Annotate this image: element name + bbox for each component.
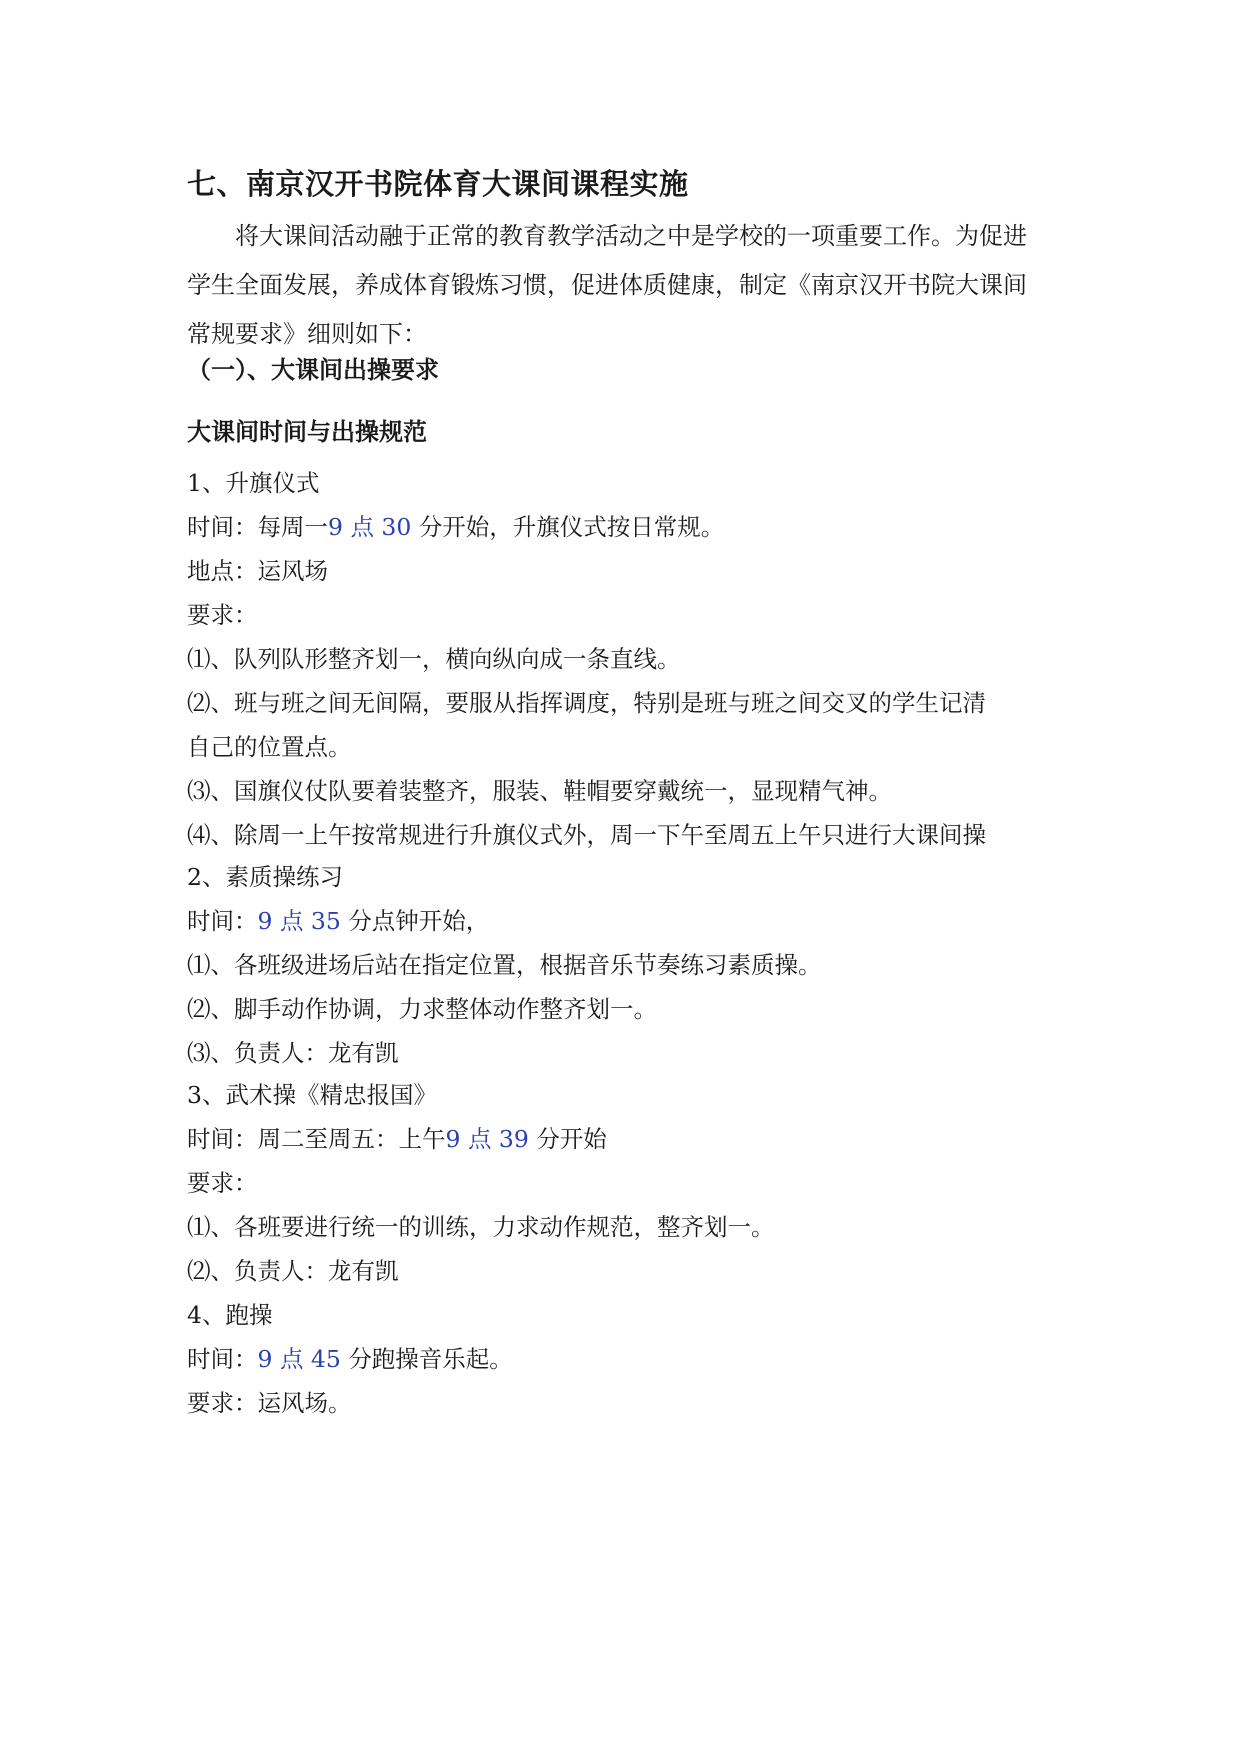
time-minute: 30 xyxy=(381,513,412,541)
time-label: 时间： xyxy=(187,907,258,935)
quality-time xyxy=(187,902,489,936)
run-time xyxy=(187,1340,513,1374)
time-suffix: 分跑操音乐起。 xyxy=(348,1345,513,1373)
time-dian: 点 xyxy=(467,1125,492,1153)
time-suffix: 分点钟开始， xyxy=(348,907,490,935)
time-suffix: 分开始，升旗仪式按日常规。 xyxy=(418,513,725,541)
list-item: ⑵、负责人：龙有凯 xyxy=(187,1257,399,1285)
list-item: ⑵、脚手动作协调，力求整体动作整齐划一。 xyxy=(187,995,657,1023)
wushu-requirements-label: 要求： xyxy=(187,1169,258,1197)
page-title: 七、南京汉开书院体育大课间课程实施 xyxy=(187,167,689,201)
list-item: ⑶、负责人：龙有凯 xyxy=(187,1039,399,1067)
time-minute: 45 xyxy=(310,1345,341,1373)
flag-place: 地点：运风场 xyxy=(187,557,328,585)
time-dian: 点 xyxy=(279,907,304,935)
list-item: ⑴、各班要进行统一的训练，力求动作规范，整齐划一。 xyxy=(187,1213,775,1241)
time-label: 时间：每周一 xyxy=(187,513,328,541)
list-item: ⑵、班与班之间无间隔，要服从指挥调度，特别是班与班之间交叉的学生记清 xyxy=(187,689,986,717)
list-item-continued: 自己的位置点。 xyxy=(187,733,352,761)
item-title-run: 4、跑操 xyxy=(187,1301,273,1329)
time-minute: 35 xyxy=(310,907,341,935)
intro-line: 常规要求》细则如下： xyxy=(187,320,427,348)
list-item: ⑶、国旗仪仗队要着装整齐，服装、鞋帽要穿戴统一，显现精气神。 xyxy=(187,777,892,805)
intro-line: 学生全面发展，养成体育锻炼习惯，促进体质健康，制定《南京汉开书院大课间 xyxy=(187,271,1027,299)
list-item: ⑴、各班级进场后站在指定位置，根据音乐节奏练习素质操。 xyxy=(187,951,822,979)
item-title-flag: 1、升旗仪式 xyxy=(187,469,320,497)
time-hour: 9 xyxy=(445,1125,461,1153)
section-title: （一）、大课间出操要求 xyxy=(187,356,439,384)
intro-line: 将大课间活动融于正常的教育教学活动之中是学校的一项重要工作。为促进 xyxy=(235,222,1027,250)
wushu-time xyxy=(187,1120,607,1154)
run-requirements: 要求：运风场。 xyxy=(187,1389,352,1417)
list-item: ⑴、队列队形整齐划一，横向纵向成一条直线。 xyxy=(187,645,681,673)
time-hour: 9 xyxy=(328,513,343,541)
time-label: 时间： xyxy=(187,1345,258,1373)
subsection-title: 大课间时间与出操规范 xyxy=(187,418,427,446)
time-hour: 9 xyxy=(257,1345,273,1373)
time-dian: 点 xyxy=(279,1345,304,1373)
item-title-quality: 2、素质操练习 xyxy=(187,863,343,891)
list-item: ⑷、除周一上午按常规进行升旗仪式外，周一下午至周五上午只进行大课间操 xyxy=(187,821,986,849)
time-label: 时间：周二至周五：上午 xyxy=(187,1125,446,1153)
time-hour: 9 xyxy=(257,907,273,935)
flag-time xyxy=(187,508,724,542)
time-suffix: 分开始 xyxy=(536,1125,607,1153)
time-minute: 39 xyxy=(498,1125,529,1153)
intro-paragraph xyxy=(187,212,1057,359)
flag-requirements-label: 要求： xyxy=(187,601,258,629)
item-title-wushu: 3、武术操《精忠报国》 xyxy=(187,1081,437,1109)
time-dian: 点 xyxy=(350,513,374,541)
